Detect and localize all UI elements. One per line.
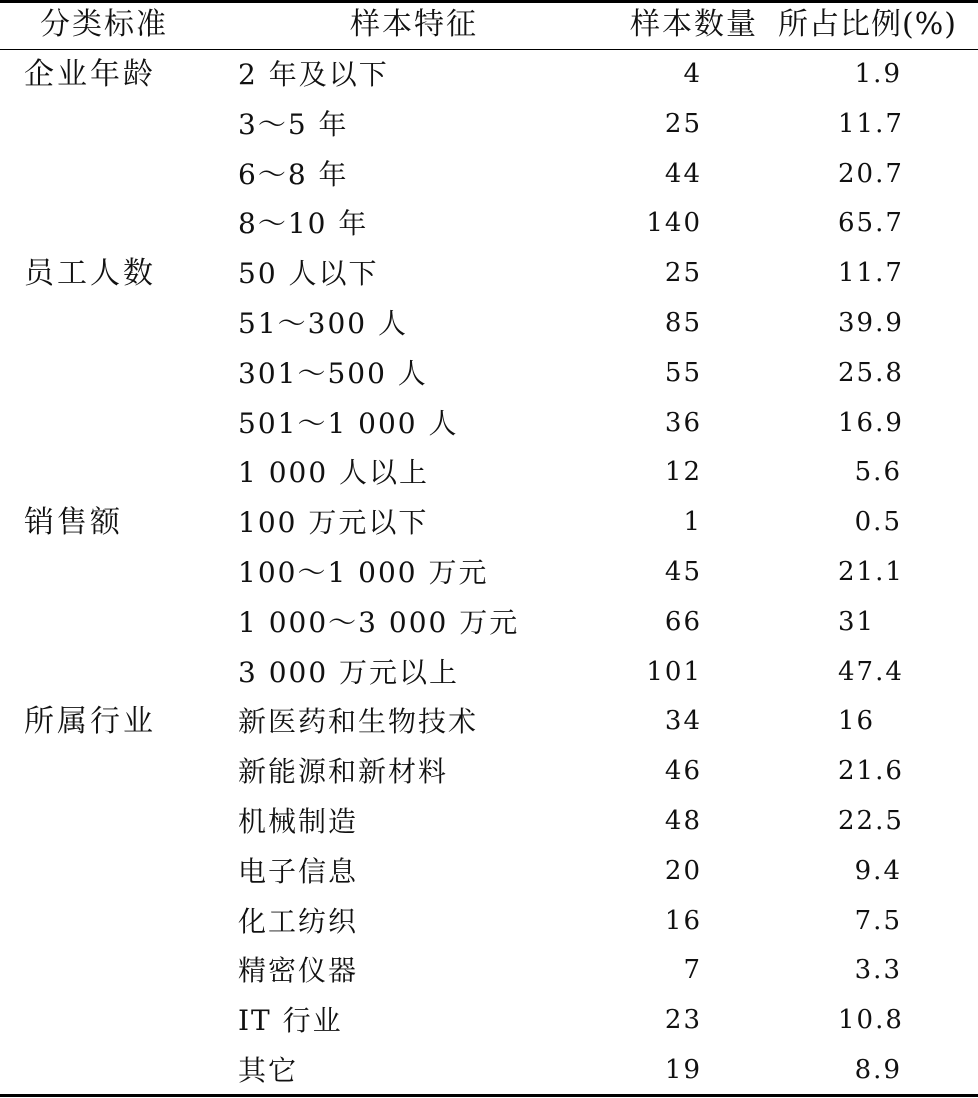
cell-feature: IT 行业 (238, 1004, 343, 1038)
cell-category: 企业年龄 (24, 57, 156, 92)
cell-count: 34 (664, 706, 702, 737)
table-row (0, 847, 978, 897)
cell-feature: 100 万元以下 (238, 506, 429, 540)
header-feature: 样本特征 (350, 7, 478, 42)
cell-count: 85 (664, 307, 702, 338)
table-row (0, 150, 978, 200)
cell-count: 101 (646, 656, 702, 687)
cell-count: 44 (664, 158, 702, 189)
table-row (0, 548, 978, 598)
cell-percent: 11.7 (838, 108, 904, 139)
cell-percent: 11.7 (838, 258, 904, 289)
cell-feature: 8～10 年 (238, 207, 369, 241)
cell-feature: 新医药和生物技术 (238, 705, 479, 739)
table-bottom-rule (0, 1094, 978, 1097)
cell-feature: 1 000～3 000 万元 (238, 605, 520, 639)
cell-count: 66 (664, 606, 702, 637)
cell-feature: 2 年及以下 (238, 58, 389, 91)
cell-feature: 1 000 人以上 (238, 456, 430, 490)
header-category: 分类标准 (40, 7, 168, 42)
cell-percent: 16.9 (838, 407, 904, 438)
table-row (0, 897, 978, 947)
cell-count: 4 (683, 59, 702, 89)
cell-count: 20 (664, 855, 702, 886)
cell-feature: 电子信息 (238, 854, 359, 888)
table-row (0, 349, 978, 399)
cell-percent: 16 (838, 706, 876, 737)
cell-percent: 3.3 (854, 955, 902, 986)
cell-percent: 21.1 (838, 556, 904, 587)
cell-feature: 精密仪器 (238, 954, 359, 988)
cell-feature: 100～1 000 万元 (238, 555, 489, 589)
table-row (0, 399, 978, 449)
cell-percent: 0.5 (854, 507, 902, 538)
cell-percent: 65.7 (838, 208, 904, 239)
cell-count: 140 (646, 208, 702, 239)
table-row (0, 747, 978, 797)
cell-percent: 39.9 (838, 307, 904, 338)
header-percent: 所占比例(%) (778, 7, 957, 42)
table-row (0, 697, 978, 747)
cell-percent: 31 (838, 606, 876, 637)
cell-feature: 机械制造 (238, 804, 359, 838)
cell-count: 1 (683, 507, 702, 538)
cell-count: 7 (683, 955, 702, 986)
cell-feature: 51～300 人 (238, 306, 408, 340)
cell-feature: 6～8 年 (238, 157, 349, 191)
cell-percent: 8.9 (854, 1054, 902, 1085)
table-row (0, 946, 978, 996)
table-row (0, 498, 978, 548)
cell-count: 25 (664, 108, 702, 139)
header-count: 样本数量 (630, 7, 758, 42)
cell-feature: 301～500 人 (238, 356, 428, 390)
cell-percent: 5.6 (854, 457, 902, 488)
cell-count: 48 (664, 805, 702, 836)
cell-count: 55 (664, 357, 702, 388)
cell-percent: 47.4 (838, 656, 904, 687)
cell-category: 所属行业 (24, 704, 156, 740)
cell-count: 36 (664, 407, 702, 438)
cell-feature: 化工纺织 (238, 904, 359, 938)
cell-feature: 50 人以下 (238, 257, 379, 291)
table-row (0, 249, 978, 299)
cell-percent: 20.7 (838, 158, 904, 189)
table-row (0, 1046, 978, 1096)
cell-category: 销售额 (24, 505, 123, 541)
cell-feature: 3 000 万元以上 (238, 655, 460, 689)
cell-category: 员工人数 (24, 256, 156, 292)
table-row (0, 299, 978, 349)
cell-percent: 22.5 (838, 805, 904, 836)
cell-percent: 10.8 (838, 1005, 904, 1036)
cell-count: 19 (664, 1054, 702, 1085)
cell-percent: 1.9 (854, 59, 902, 89)
cell-count: 23 (664, 1005, 702, 1036)
cell-count: 46 (664, 756, 702, 787)
table-row (0, 448, 978, 498)
table-row (0, 648, 978, 698)
table-body (0, 50, 978, 1096)
table-row (0, 598, 978, 648)
cell-percent: 9.4 (854, 855, 902, 886)
table-row (0, 199, 978, 249)
cell-percent: 7.5 (854, 905, 902, 936)
cell-feature: 新能源和新材料 (238, 755, 449, 789)
cell-feature: 3～5 年 (238, 107, 349, 141)
cell-percent: 21.6 (838, 756, 904, 787)
cell-feature: 501～1 000 人 (238, 406, 459, 440)
cell-percent: 25.8 (838, 357, 904, 388)
cell-count: 45 (664, 556, 702, 587)
cell-count: 12 (664, 457, 702, 488)
table-row (0, 100, 978, 150)
table-top-rule (0, 0, 978, 3)
cell-feature: 其它 (238, 1053, 299, 1087)
cell-count: 16 (664, 905, 702, 936)
table-row (0, 996, 978, 1046)
cell-count: 25 (664, 258, 702, 289)
table-row (0, 50, 978, 100)
table-row (0, 797, 978, 847)
